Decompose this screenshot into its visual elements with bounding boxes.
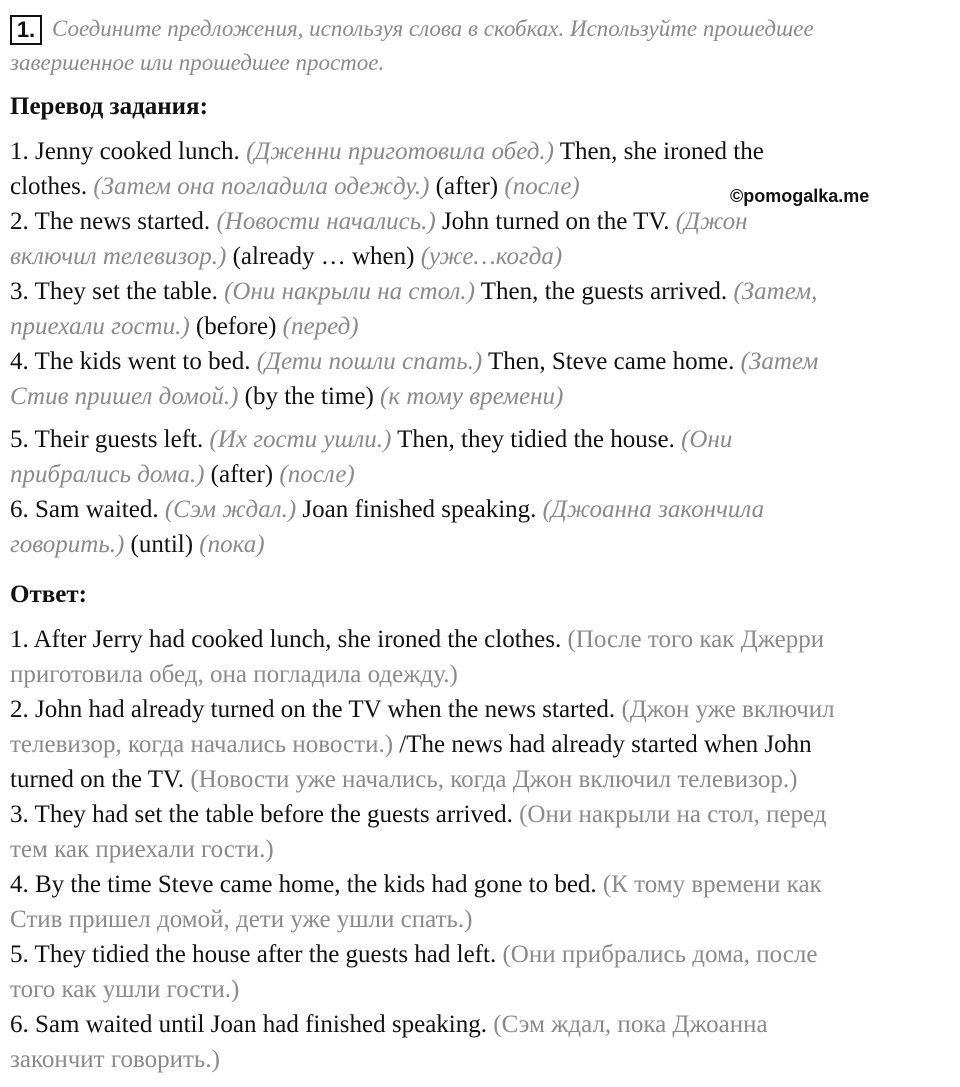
exercise-header <box>10 12 945 78</box>
english-text: (before) <box>189 313 283 340</box>
english-text: John turned on the TV. <box>435 208 676 235</box>
russian-translation: (Джон уже включил <box>621 696 835 723</box>
answer-heading: Ответ: <box>10 581 87 608</box>
english-text: 1. After Jerry had cooked lunch, she ironed the clothes. <box>10 626 568 653</box>
english-text: (until) <box>124 531 200 558</box>
russian-translation: (Они прибрались дома, после <box>502 941 818 968</box>
russian-translation: (После того как Джерри <box>567 626 825 653</box>
english-text: clothes. <box>10 173 94 200</box>
russian-translation: (Затем <box>740 348 819 375</box>
text-line <box>10 344 945 379</box>
english-text: 5. They tidied the house after the guests had left. <box>10 941 503 968</box>
russian-translation: приехали гости.) <box>10 313 190 340</box>
text-line <box>10 457 945 492</box>
english-text: 5. Their guests left. <box>10 426 210 453</box>
english-text: 6. Sam waited until Joan had finished speaking. <box>10 1011 494 1038</box>
russian-translation: (Новости уже начались, когда Джон включил телевизор.) <box>190 766 798 793</box>
translation-item <box>10 274 945 344</box>
russian-translation: (Они накрыли на стол.) <box>224 278 475 305</box>
russian-translation: (пока) <box>199 531 265 558</box>
text-line <box>10 657 945 692</box>
text-line <box>10 1007 945 1042</box>
english-text: Then, the guests arrived. <box>474 278 734 305</box>
russian-translation: (Дженни приготовила обед.) <box>246 138 554 165</box>
english-text: Joan finished speaking. <box>296 496 543 523</box>
english-text: 2. John had already turned on the TV when the news started. <box>10 696 622 723</box>
english-text: 6. Sam waited. <box>10 496 165 523</box>
english-text: Then, they tidied the house. <box>391 426 682 453</box>
text-line <box>10 1042 945 1077</box>
russian-translation: Стив пришел домой.) <box>10 383 239 410</box>
russian-translation: (Затем, <box>733 278 818 305</box>
text-line <box>10 309 945 344</box>
exercise-page <box>10 12 945 1077</box>
english-text: 3. They had set the table before the guests arrived. <box>10 801 520 828</box>
russian-translation: приготовила обед, она погладила одежду.) <box>10 661 458 688</box>
english-text: (by the time) <box>238 383 381 410</box>
translation-item <box>10 204 945 274</box>
exercise-instruction <box>10 12 932 80</box>
russian-translation: (Дети пошли спать.) <box>256 348 483 375</box>
russian-translation: прибрались дома.) <box>10 461 205 488</box>
english-text: Then, Steve came home. <box>482 348 741 375</box>
russian-translation: (Они <box>681 426 733 453</box>
translation-heading: Перевод задания: <box>10 93 208 120</box>
russian-translation: (уже…когда) <box>420 243 563 270</box>
english-text: /The news had already started when John <box>393 731 812 758</box>
russian-translation: того как ушли гости.) <box>10 976 240 1003</box>
english-text: 4. The kids went to bed. <box>10 348 257 375</box>
english-text: (already … when) <box>226 243 421 270</box>
text-line <box>10 692 945 727</box>
english-text: 1. Jenny cooked lunch. <box>10 138 247 165</box>
english-text: 2. The news started. <box>10 208 217 235</box>
english-text: Then, she ironed the <box>553 138 764 165</box>
text-line <box>10 492 945 527</box>
text-line <box>10 134 945 169</box>
translation-item <box>10 492 945 562</box>
russian-translation: тем как приехали гости.) <box>10 836 274 863</box>
text-line <box>10 422 945 457</box>
spacer <box>10 414 945 422</box>
translation-item <box>10 422 945 492</box>
text-line <box>10 727 945 762</box>
answer-item <box>10 1007 945 1077</box>
russian-translation: телевизор, когда начались новости.) <box>10 731 394 758</box>
english-text: 3. They set the table. <box>10 278 225 305</box>
english-text: turned on the TV. <box>10 766 191 793</box>
instruction-line-1: Соедините предложения, используя слова в скобках. Используйте прошедшее <box>52 16 814 41</box>
russian-translation: Стив пришел домой, дети уже ушли спать.) <box>10 906 473 933</box>
english-text: 4. By the time Steve came home, the kids had gone to bed. <box>10 871 603 898</box>
russian-translation: (после) <box>279 461 355 488</box>
text-line <box>10 797 945 832</box>
russian-translation: включил телевизор.) <box>10 243 227 270</box>
russian-translation: (после) <box>504 173 580 200</box>
russian-translation: (Джон <box>675 208 748 235</box>
text-line <box>10 972 945 1007</box>
instruction-line-2: завершенное или прошедшее простое. <box>10 50 385 75</box>
answer-item <box>10 937 945 1007</box>
russian-translation: (Сэм ждал, пока Джоанна <box>493 1011 768 1038</box>
russian-translation: говорить.) <box>10 531 125 558</box>
answer-item <box>10 867 945 937</box>
text-line <box>10 204 945 239</box>
russian-translation: (Затем она погладила одежду.) <box>93 173 430 200</box>
russian-translation: закончит говорить.) <box>10 1046 220 1073</box>
translation-item <box>10 344 945 414</box>
text-line <box>10 902 945 937</box>
text-line <box>10 832 945 867</box>
text-line <box>10 527 945 562</box>
text-line <box>10 622 945 657</box>
text-line <box>10 379 945 414</box>
answer-list <box>10 622 945 1077</box>
watermark: ©pomogalka.me <box>730 186 870 206</box>
russian-translation: (перед) <box>282 313 359 340</box>
text-line <box>10 274 945 309</box>
answer-item <box>10 692 945 797</box>
text-line <box>10 239 945 274</box>
text-line <box>10 867 945 902</box>
russian-translation: (Их гости ушли.) <box>209 426 392 453</box>
russian-translation: (к тому времени) <box>380 383 564 410</box>
russian-translation: (Новости начались.) <box>216 208 436 235</box>
russian-translation: (Джоанна закончила <box>542 496 765 523</box>
english-text: (after) <box>204 461 280 488</box>
russian-translation: (К тому времени как <box>602 871 822 898</box>
russian-translation: (Сэм ждал.) <box>164 496 297 523</box>
answer-item <box>10 622 945 692</box>
russian-translation: (Они накрыли на стол, перед <box>519 801 827 828</box>
exercise-number: 1. <box>10 15 42 45</box>
answer-item <box>10 797 945 867</box>
text-line <box>10 762 945 797</box>
english-text: (after) <box>429 173 505 200</box>
text-line <box>10 937 945 972</box>
